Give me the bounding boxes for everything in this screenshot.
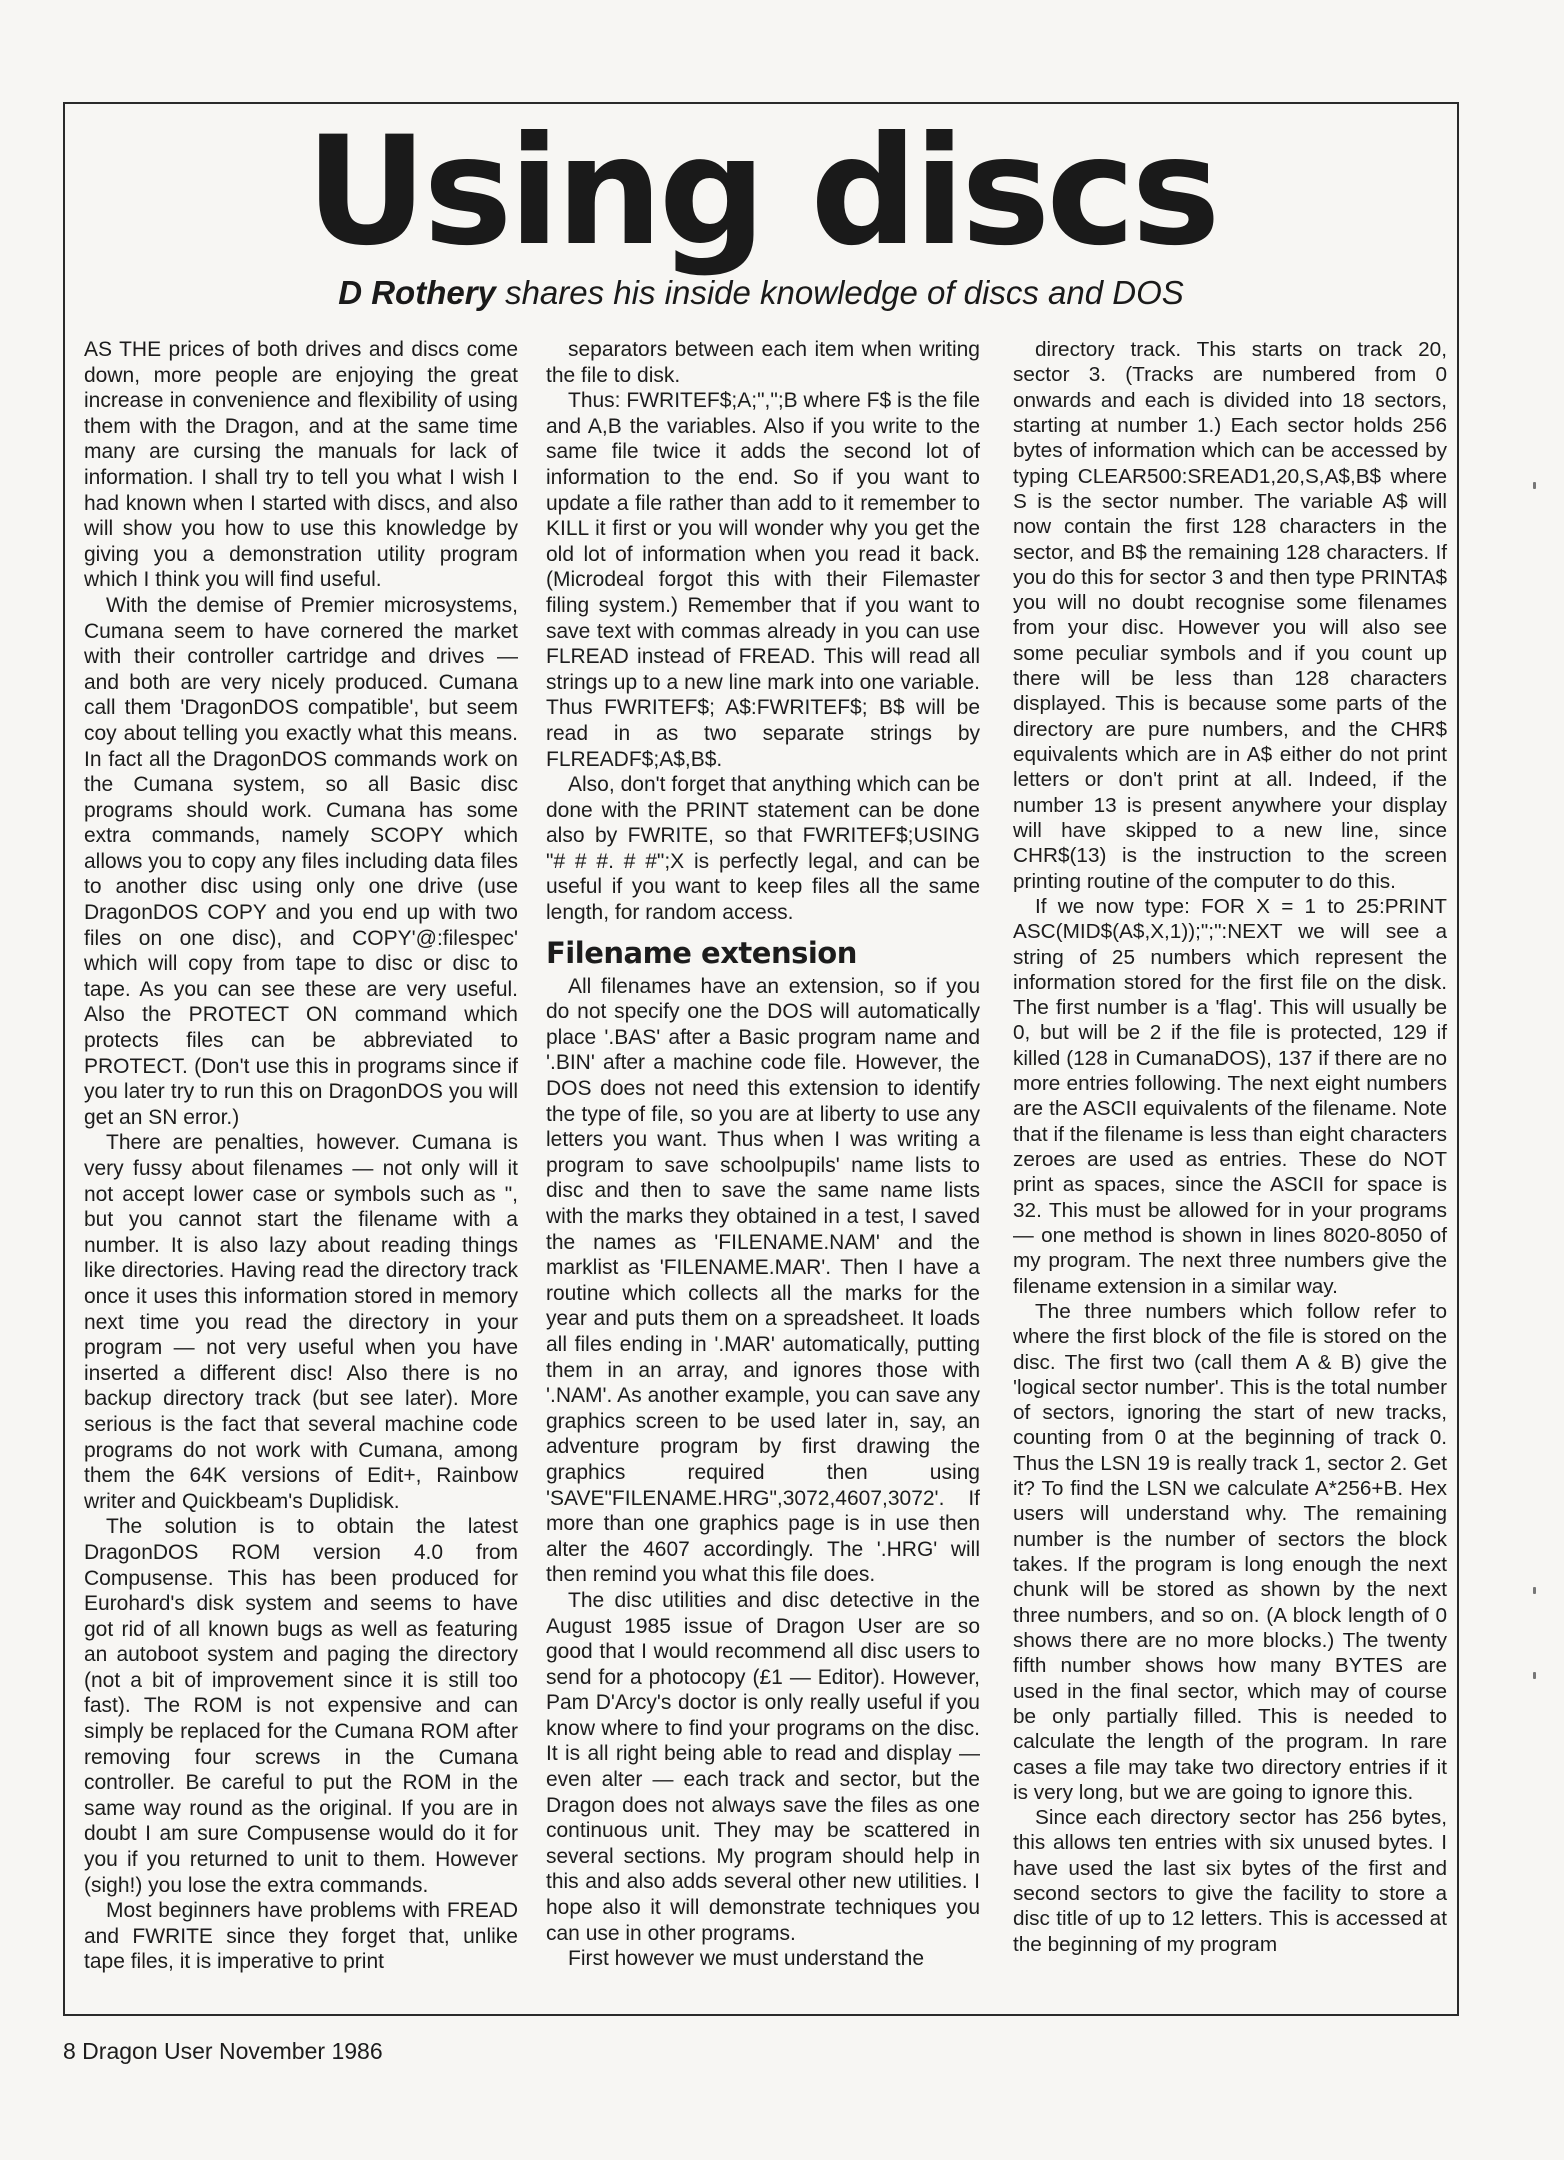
body-paragraph: All filenames have an extension, so if you do not specify one the DOS will automatically place '.BAS' after a Basic program name and '.BIN' after a machine code file. However, the DOS does not need this extension to identify the type of file, so you are at liberty to use any letters you want. Thus when I was writing a program to save schoolpupils' name lists to disc and then to save the same name lists with the marks they obtained in a test, I saved the names as 'FILENAME.NAM' and the marklist as 'FILENAME.MAR'. Then I have a routine which collects all the marks for the year and puts them on a spreadsheet. It loads all files ending in '.MAR' automatically, putting them in an array, and ignores those with '.NAM'. As another example, you can save any graphics screen to be used later in, say, an adventure program by first drawing the graphics required then using 'SAVE"FILENAME.HRG",3072,4607,3072'. If more than one graphics page is in use then alter the 4607 accordingly. The '.HRG' will then remind you what this file does. <box>546 974 980 1587</box>
scan-speck <box>1533 1587 1536 1594</box>
body-paragraph: If we now type: FOR X = 1 to 25:PRINT ASC(MID$(A$,X,1));";":NEXT we will see a string of 25 numbers which represent the information stored for the first file on the disk. The first number is a 'flag'. This will usually be 0, but will be 2 if the file is protected, 129 if killed (128 in CumanaDOS), 137 if there are no more entries following. The next eight numbers are the ASCII equivalents of the filename. Note that if the filename is less than eight characters zeroes are used as entries. These do NOT print as spaces, since the ASCII for space is 32. This must be allowed for in your programs — one method is shown in lines 8020-8050 of my program. The next three numbers give the filename extension in a similar way. <box>1013 894 1447 1298</box>
body-paragraph: The solution is to obtain the latest DragonDOS ROM version 4.0 from Compusense. This has been produced for Eurohard's disk system and seems to have got rid of all known bugs as well as featuring an autoboot system and paging the directory (not a bit of improvement since it is still too fast). The ROM is not expensive and can simply be replaced for the Cumana ROM after removing four screws in the Cumana controller. Be careful to put the ROM in the same way round as the original. If you are in doubt I am sure Compusense would do it for you if you returned to unit to them. However (sigh!) you lose the extra commands. <box>84 1515 518 1897</box>
standfirst-text: shares his inside knowledge of discs and DOS <box>505 274 1184 311</box>
body-paragraph: With the demise of Premier microsystems, Cumana seem to have cornered the market with their controller cartridge and drives — and both are very nicely produced. Cumana call them 'DragonDOS compatible', but seem coy about telling you exactly what this means. In fact all the DragonDOS commands work on the Cumana system, so all Basic disc programs should work. Cumana has some extra commands, namely SCOPY which allows you to copy any files including data files to another disc using only one drive (use DragonDOS COPY and you end up with two files on one disc), and COPY'@:filespec' which will copy from tape to disc or disc to tape. As you can see these are very useful. Also the PROTECT ON command which protects files can be abbreviated to PROTECT. (Don't use this in programs since if you later try to run this on DragonDOS you will get an SN error.) <box>84 593 518 1129</box>
body-paragraph: The three numbers which follow refer to where the first block of the file is stored on the disc. The first two (call them A & B) give the 'logical sector number'. This is the total number of sectors, ignoring the start of new tracks, counting from 0 at the beginning of track 0. Thus the LSN 19 is really track 1, sector 2. Get it? To find the LSN we calculate A*256+B. Hex users will understand why. The remaining number is the number of sectors the block takes. If the program is long enough the next chunk will be stored as shown by the next three numbers, and so on. (A block length of 0 shows there are no more blocks.) The twenty fifth number shows how many BYTES are used in the final sector, which may of course be only partially filled. This is needed to calculate the length of the program. In rare cases a file may take two directory entries if it is very long, but we are going to ignore this. <box>1013 1299 1447 1804</box>
body-paragraph: First however we must understand the <box>568 1947 924 1971</box>
scan-speck <box>1533 1672 1536 1679</box>
page-folio: 8 Dragon User November 1986 <box>63 2038 383 2064</box>
body-paragraph: separators between each item when writing the file to disk. <box>546 338 980 387</box>
standfirst <box>63 272 1459 314</box>
body-paragraph: Thus: FWRITEF$;A;",";B where F$ is the file and A,B the variables. Also if you write to the same file twice it adds the second lot of information to the end. So if you want to update a file rather than add to it remember to KILL it first or you will wonder why you get the old lot of information when you read it back. (Microdeal forgot this with their Filemaster filing system.) Remember that if you want to save text with commas already in you can use FLREAD instead of FREAD. This will read all strings up to a new line mark into one variable. Thus FWRITEF$; A$:FWRITEF$; B$ will be read in as two separate strings by FLREADF$;A$,B$. <box>546 389 980 771</box>
body-paragraph: Also, don't forget that anything which can be done with the PRINT statement can be done also by FWRITE, so that FWRITEF$;USING "# # #. # #";X is perfectly legal, and can be useful if you want to keep files all the same length, for random access. <box>546 773 980 925</box>
scan-speck <box>1533 482 1536 489</box>
body-paragraph: There are penalties, however. Cumana is very fussy about filenames — not only will it not accept lower case or symbols such as ", but you cannot start the filename with a number. It is also lazy about reading things like directories. Having read the directory track once it uses this information stored in memory next time you read the directory in your program — not very useful when you have inserted a different disc! Also there is no backup directory track (but see later). More serious is the fact that several machine code programs do not work with Cumana, among them the 64K versions of Edit+, Rainbow writer and Quickbeam's Duplidisk. <box>84 1131 518 1513</box>
author-name: D Rothery <box>338 274 496 311</box>
body-paragraph: The disc utilities and disc detective in the August 1985 issue of Dragon User are so good that I would recommend all disc users to send for a photocopy (£1 — Editor). However, Pam D'Arcy's doctor is only really useful if you know where to find your programs on the disc. It is all right being able to read and display — even alter — each track and sector, but the Dragon does not always save the files as one continuous unit. They may be scattered in several sections. My program should help in this and also adds several other new utilities. I hope also it will demonstrate techniques you can use in other programs. <box>546 1588 980 1945</box>
column-1 <box>84 337 518 1975</box>
section-heading: Filename extension <box>546 935 857 970</box>
column-2 <box>546 337 980 1972</box>
body-paragraph: Since each directory sector has 256 bytes, this allows ten entries with six unused bytes. I have used the last six bytes of the first and second sectors to give the facility to store a disc title of up to 12 letters. This is accessed at the beginning of my program <box>1013 1806 1447 1956</box>
article-title: Using discs <box>305 105 1217 279</box>
body-paragraph: directory track. This starts on track 20, sector 3. (Tracks are numbered from 0 onwards and each is divided into 18 sectors, starting at number 1.) Each sector holds 256 bytes of information which can be accessed by typing CLEAR500:SREAD1,20,S,A$,B$ where S is the sector number. The variable A$ will now contain the first 128 characters in the sector, and B$ the remaining 128 characters. If you do this for sector 3 and then type PRINTA$ you will no doubt recognise some filenames from your disc. However you will also see some peculiar symbols and if you count up there will be less than 128 characters displayed. This is because some parts of the directory are pure numbers, and the CHR$ equivalents which are in A$ either do not print letters or don't print at all. Indeed, if the number 13 is present anywhere your display will have skipped to a new line, since CHR$(13) is the instruction to the screen printing routine of the computer to do this. <box>1013 338 1447 893</box>
body-paragraph: Most beginners have problems with FREAD and FWRITE since they forget that, unlike tape files, it is imperative to print <box>84 1899 518 1974</box>
column-3 <box>1013 337 1447 1957</box>
body-paragraph: AS THE prices of both drives and discs come down, more people are enjoying the great increase in convenience and flexibility of using them with the Dragon, and at the same time many are cursing the manuals for lack of information. I shall try to tell you what I wish I had known when I started with discs, and also will show you how to use this knowledge by giving you a demonstration utility program which I think you will find useful. <box>84 338 518 592</box>
